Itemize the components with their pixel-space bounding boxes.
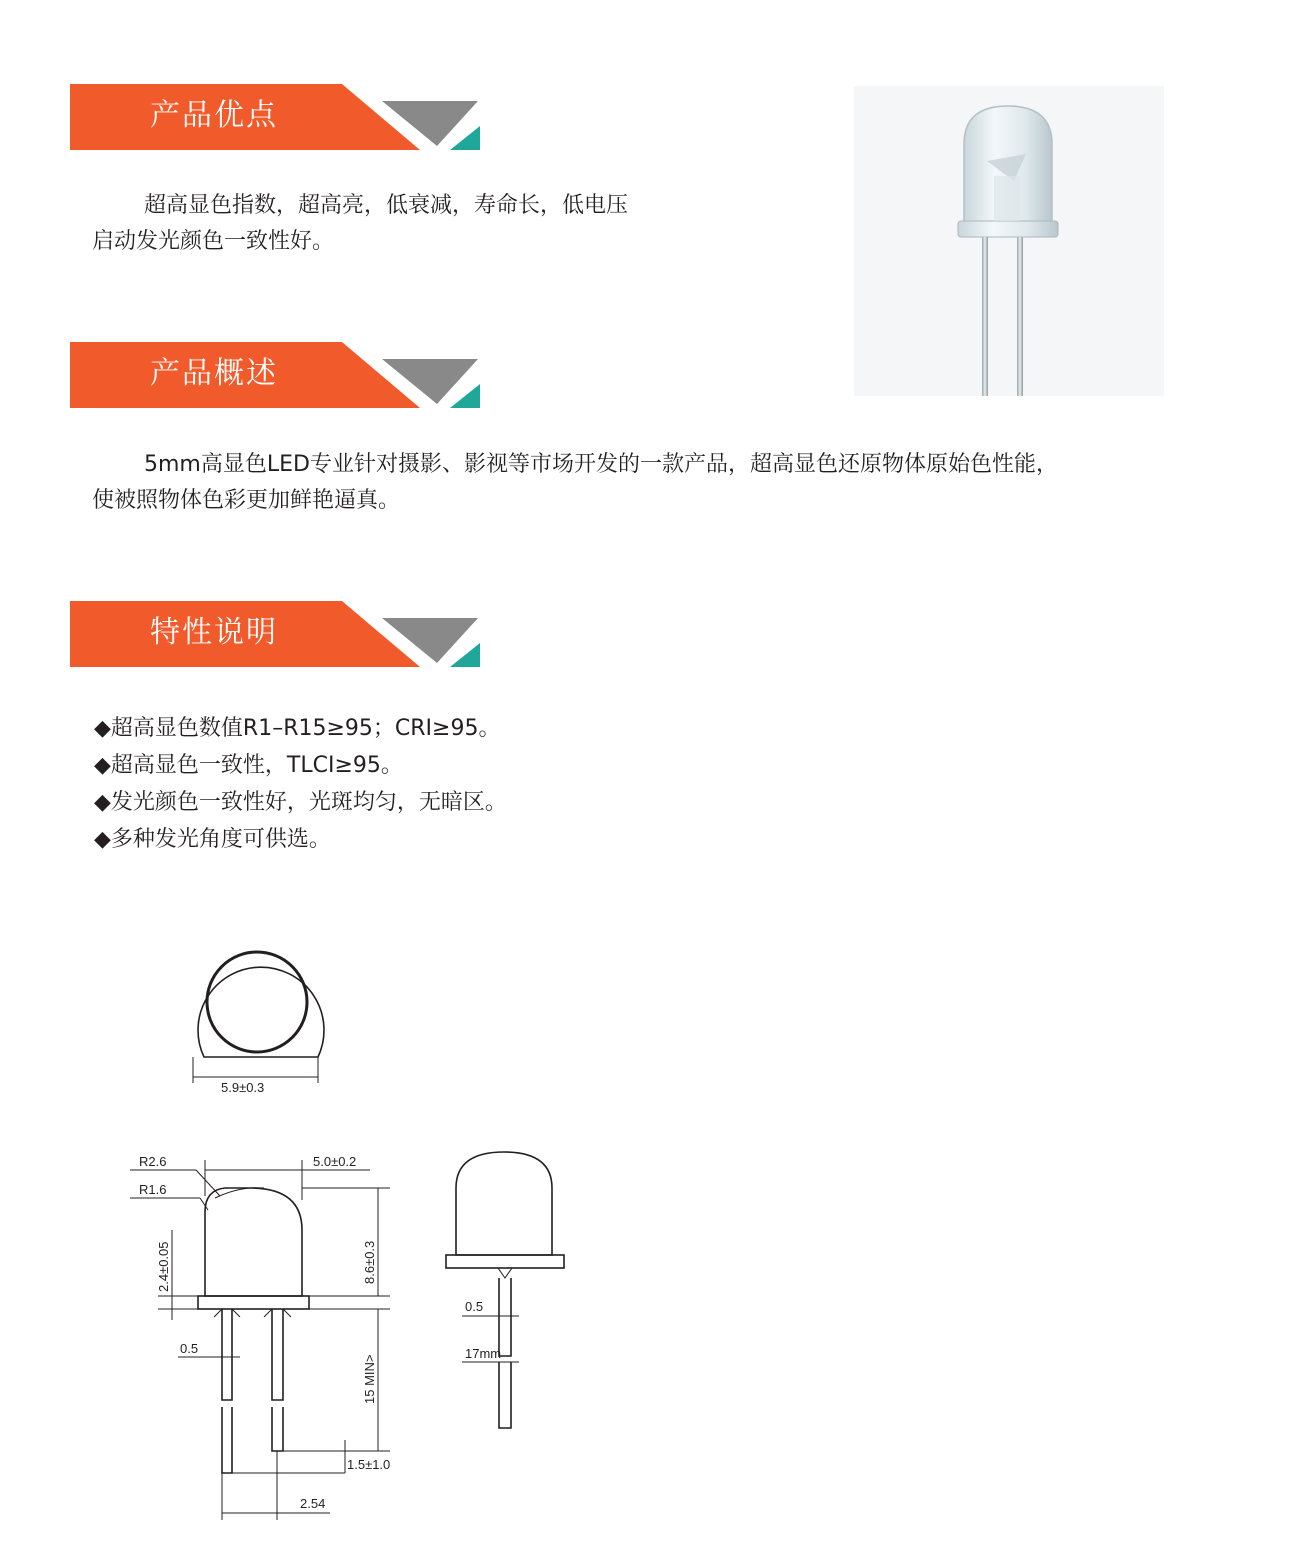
section-title: 产品优点: [150, 98, 278, 133]
dim-body-height: 8.6±0.3: [362, 1240, 377, 1284]
dim-lead-offset: 1.5±1.0: [347, 1457, 391, 1472]
feature-item: ◆超高显色数值R1–R15≥95；CRI≥95。: [94, 716, 501, 741]
feature-item: ◆发光颜色一致性好，光斑均匀，无暗区。: [94, 790, 507, 815]
dim-side-lead-width: 0.5: [465, 1299, 484, 1314]
section-banner-overview: [70, 342, 490, 410]
product-photo: [854, 86, 1164, 396]
top-view: [198, 952, 324, 1057]
banner-shape: [70, 601, 490, 669]
dim-side-lead-length: 17mm: [465, 1346, 502, 1361]
section-banner-features: [70, 601, 490, 669]
dim-flange-height: 2.4±0.05: [156, 1241, 171, 1292]
side-view: [446, 1152, 564, 1428]
overview-line-2: 使被照物体色彩更加鲜艳逼真。: [92, 488, 401, 513]
section-banner-advantages: [70, 84, 490, 152]
led-photo-illustration: [854, 86, 1164, 396]
overview-line-1: 5mm高显色LED专业针对摄影、影视等市场开发的一款产品，超高显色还原物体原始色性能，: [144, 452, 1058, 477]
section-title: 特性说明: [150, 615, 278, 650]
dim-top-width: 5.9±0.3: [221, 1080, 265, 1095]
dim-radius-inner: R1.6: [139, 1182, 167, 1197]
feature-item: ◆多种发光角度可供选。: [94, 827, 331, 852]
feature-item: ◆超高显色一致性，TLCI≥95。: [94, 753, 403, 778]
advantages-text: [92, 188, 628, 260]
banner-shape: [70, 84, 490, 152]
section-title: 产品概述: [150, 356, 278, 391]
dim-radius-outer: R2.6: [139, 1154, 167, 1169]
advantages-line-1: 超高显色指数，超高亮，低衰减，寿命长，低电压: [144, 193, 629, 218]
front-view: [198, 1188, 309, 1473]
dim-lead-width: 0.5: [180, 1341, 199, 1356]
overview-text: [92, 447, 1058, 519]
dimension-drawing: [0, 920, 700, 1540]
feature-list: [94, 710, 507, 858]
banner-shape: [70, 342, 490, 410]
dim-lead-pitch: 2.54: [300, 1496, 326, 1511]
dim-lead-length: 15 MIN>: [362, 1354, 377, 1404]
advantages-line-2: 启动发光颜色一致性好。: [92, 229, 335, 254]
dim-body-diameter: 5.0±0.2: [313, 1154, 357, 1169]
